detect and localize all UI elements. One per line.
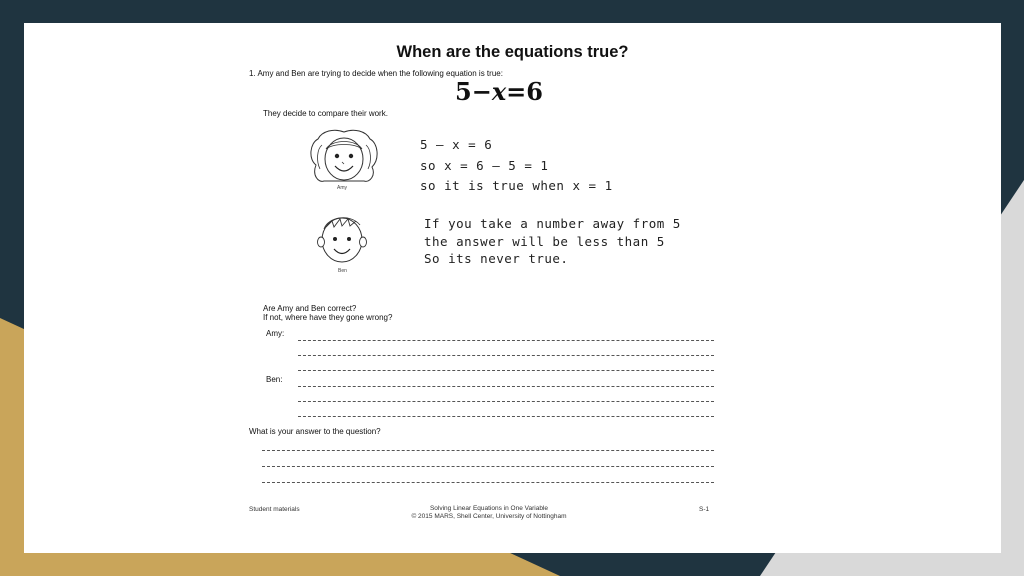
footer-center-line-2: © 2015 MARS, Shell Center, University of Nottingham <box>411 513 567 520</box>
ben-work-line-3: So its never true. <box>424 251 569 266</box>
equation-variable: x <box>491 77 507 106</box>
amy-work-line-1: 5 – x = 6 <box>420 137 493 152</box>
ben-answer-label: Ben: <box>266 375 283 384</box>
equation-left-number: 5 <box>455 77 472 106</box>
final-answer-line-1 <box>262 450 714 451</box>
footer-right: S-1 <box>699 506 710 513</box>
slide-page <box>24 23 1001 553</box>
equation-right-number: 6 <box>526 77 543 106</box>
equation-minus: − <box>471 77 492 106</box>
page-title: When are the equations true? <box>396 43 629 61</box>
amy-answer-line-2 <box>298 355 714 356</box>
ben-answer-line-3 <box>298 416 714 417</box>
ben-answer-line-2 <box>298 401 714 402</box>
amy-face-icon <box>304 129 384 191</box>
amy-answer-line-1 <box>298 340 714 341</box>
answer-question: What is your answer to the question? <box>249 427 381 436</box>
compare-text: They decide to compare their work. <box>263 109 388 118</box>
worksheet <box>24 23 1001 553</box>
amy-work-line-3: so it is true when x = 1 <box>420 178 613 193</box>
final-answer-line-2 <box>262 466 714 467</box>
question-1: 1. Amy and Ben are trying to decide when the following equation is true: <box>249 69 503 78</box>
amy-face-label: Amy <box>337 185 347 191</box>
prompt-line-2: If not, where have they gone wrong? <box>263 313 393 322</box>
equation <box>24 77 974 106</box>
ben-work-line-2: the answer will be less than 5 <box>424 234 665 249</box>
ben-work-line-1: If you take a number away from 5 <box>424 216 681 231</box>
amy-answer-label: Amy: <box>266 329 285 338</box>
footer-center <box>364 505 614 521</box>
amy-answer-line-3 <box>298 370 714 371</box>
ben-answer-line-1 <box>298 386 714 387</box>
amy-work-line-2: so x = 6 – 5 = 1 <box>420 158 549 173</box>
prompt-line-1: Are Amy and Ben correct? <box>263 304 357 313</box>
equation-equals: = <box>506 77 527 106</box>
footer-left: Student materials <box>249 506 300 513</box>
ben-face-icon <box>312 213 372 269</box>
footer-center-line-1: Solving Linear Equations in One Variable <box>429 505 549 512</box>
ben-face-label: Ben <box>338 268 347 274</box>
final-answer-line-3 <box>262 482 714 483</box>
